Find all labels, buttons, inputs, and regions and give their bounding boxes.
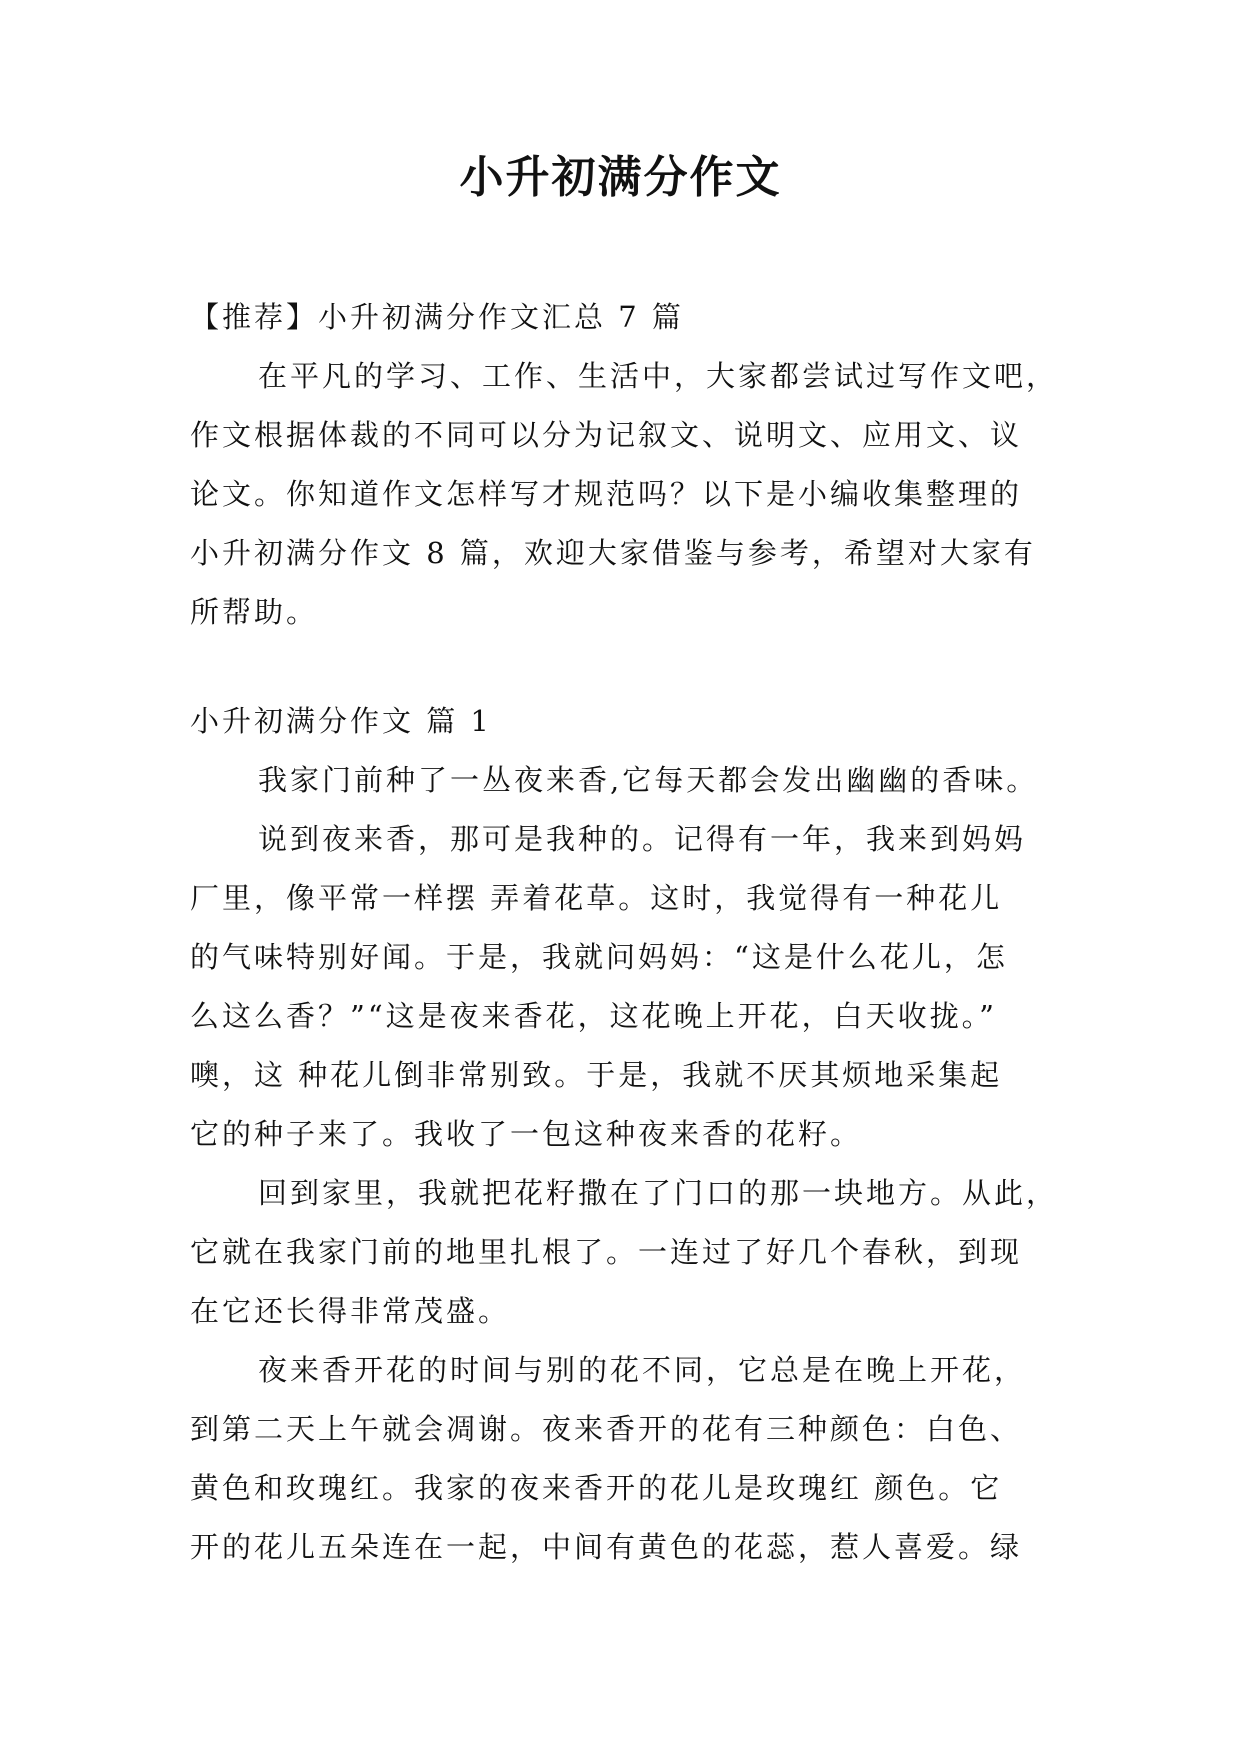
essay-line: 夜来香开花的时间与别的花不同，它总是在晚上开花， <box>258 1353 1027 1387</box>
section-heading: 小升初满分作文 篇 1 <box>190 704 492 738</box>
intro-line: 小升初满分作文 8 篇，欢迎大家借鉴与参考，希望对大家有 <box>190 536 1036 570</box>
document-body <box>190 288 1060 1577</box>
essay-line: 噢，这 种花儿倒非常别致。于是，我就不厌其烦地采集起 <box>190 1058 1003 1092</box>
essay-line: 它的种子来了。我收了一包这种夜来香的花籽。 <box>190 1117 863 1151</box>
essay-line: 我家门前种了一丛夜来香,它每天都会发出幽幽的香味。 <box>258 763 1039 797</box>
subtitle-line: 【推荐】小升初满分作文汇总 7 篇 <box>190 300 684 334</box>
essay-line: 说到夜来香，那可是我种的。记得有一年，我来到妈妈 <box>258 822 1027 856</box>
essay-line: 它就在我家门前的地里扎根了。一连过了好几个春秋，到现 <box>190 1235 1023 1269</box>
essay-line: 在它还长得非常茂盛。 <box>190 1294 511 1328</box>
intro-line: 所帮助。 <box>190 595 319 629</box>
intro-line: 论文。你知道作文怎样写才规范吗？以下是小编收集整理的 <box>190 477 1023 511</box>
intro-line: 在平凡的学习、工作、生活中，大家都尝试过写作文吧， <box>258 359 1059 393</box>
essay-line: 的气味特别好闻。于是，我就问妈妈：“这是什么花儿，怎 <box>190 940 1008 974</box>
intro-line: 作文根据体裁的不同可以分为记叙文、说明文、应用文、议 <box>190 418 1023 452</box>
essay-line: 回到家里，我就把花籽撒在了门口的那一块地方。从此， <box>258 1176 1059 1210</box>
essay-line: 到第二天上午就会凋谢。夜来香开的花有三种颜色：白色、 <box>190 1412 1023 1446</box>
essay-line: 厂里，像平常一样摆 弄着花草。这时，我觉得有一种花儿 <box>190 881 1003 915</box>
paragraph-gap <box>190 642 1060 692</box>
essay-line: 么这么香？”“这是夜来香花，这花晚上开花，白天收拢。” <box>190 999 997 1033</box>
essay-line: 开的花儿五朵连在一起，中间有黄色的花蕊，惹人喜爱。绿 <box>190 1530 1023 1564</box>
essay-line: 黄色和玫瑰红。我家的夜来香开的花儿是玫瑰红 颜色。它 <box>190 1471 1003 1505</box>
document-title: 小升初满分作文 <box>459 152 782 203</box>
